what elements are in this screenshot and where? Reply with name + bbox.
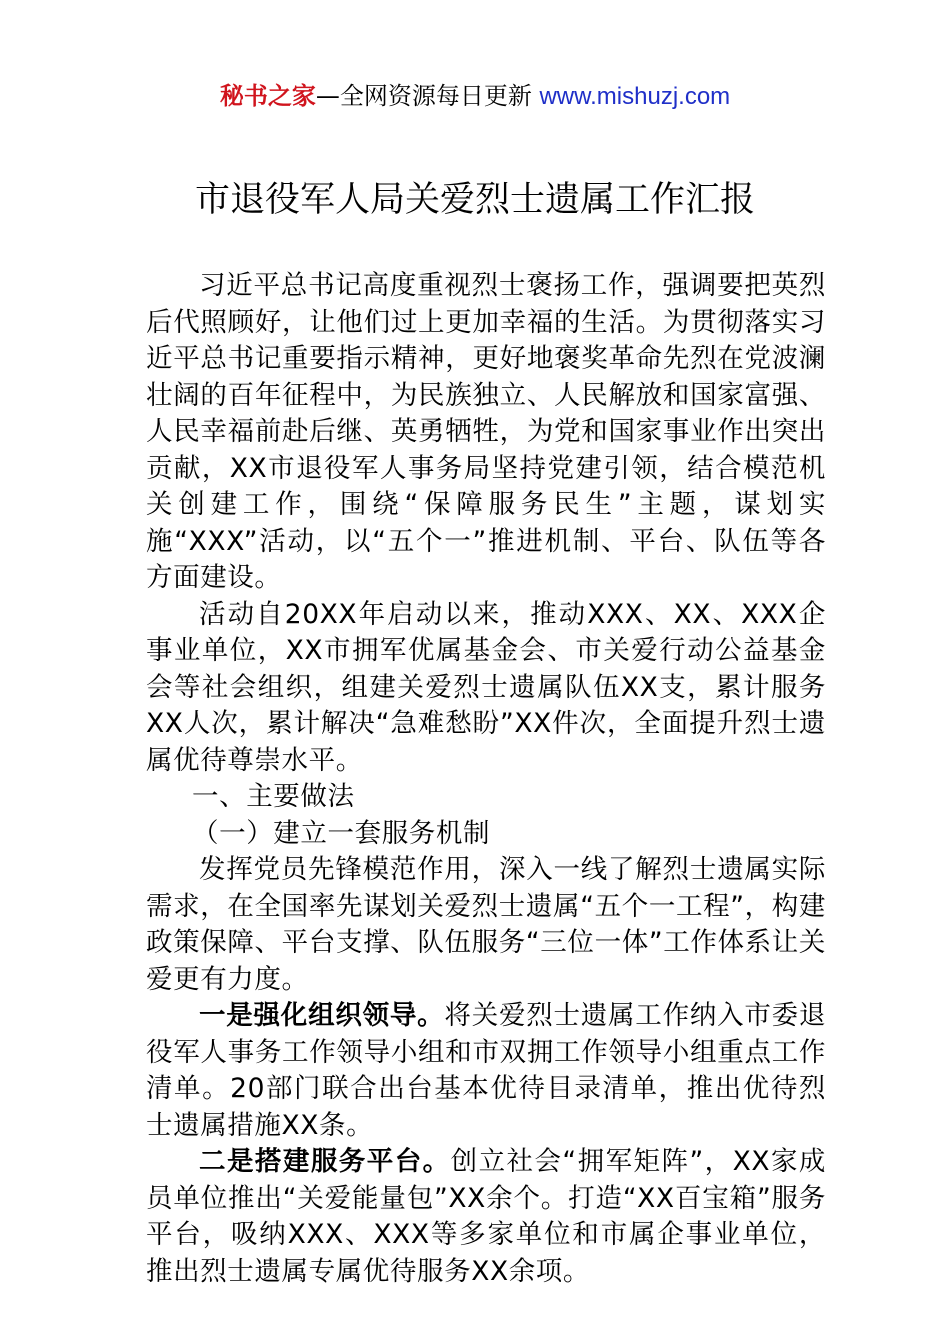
section-heading: 一、主要做法 (192, 781, 355, 812)
paragraph-mechanism: 发挥党员先锋模范作用，深入一线了解烈士遗属实际需求，在全国率先谋划关爱烈士遗属“五个一工程”，构建政策保障、平台支撑、队伍服务“三位一体”工作体系让关爱更有力度。 (146, 854, 826, 995)
brand-name: 秘书之家 (219, 82, 316, 110)
document-body (146, 268, 826, 1290)
header-slogan: —全网资源每日更新 (315, 82, 532, 110)
item-platform-lead: 二是搭建服务平台。 (199, 1146, 451, 1177)
item-platform-text: 创立社会“拥军矩阵”，XX家成员单位推出“关爱能量包”XX余个。打造“XX百宝箱”服务平台，吸纳XXX、XXX等多家单位和市属企事业单位，推出烈士遗属专属优待服务XX余项。 (146, 1146, 827, 1287)
item-platform (146, 1144, 826, 1290)
item-organization-text: 将关爱烈士遗属工作纳入市委退役军人事务工作领导小组和市双拥工作领导小组重点工作清单。20部门联合出台基本优待目录清单，推出优待烈士遗属措施XX条。 (146, 1000, 827, 1141)
paragraph-activity: 活动自20XX年启动以来，推动XXX、XX、XXX企事业单位，XX市拥军优属基金会、市关爱行动公益基金会等社会组织，组建关爱烈士遗属队伍XX支，累计服务XX人次，累计解决“急难愁盼”XX件次，全面提升烈士遗属优待尊崇水平。 (146, 598, 826, 776)
item-organization-lead: 一是强化组织领导。 (199, 1000, 445, 1031)
paragraph-intro: 习近平总书记高度重视烈士褒扬工作，强调要把英烈后代照顾好，让他们过上更加幸福的生活。为贯彻落实习近平总书记重要指示精神，更好地褒奖革命先烈在党波澜壮阔的百年征程中，为民族独立、人民解放和国家富强、人民幸福前赴后继、英勇牺牲，为党和国家事业作出突出贡献，XX市退役军人事务局坚持党建引领，结合模范机关创建工作，围绕“保障服务民生”主题，谋划实施“XXX”活动，以“五个一”推进机制、平台、队伍等各方面建设。 (146, 270, 826, 593)
site-url[interactable]: www.mishuzj.com (539, 83, 731, 110)
site-header (0, 78, 950, 115)
subsection-heading: （一）建立一套服务机制 (192, 817, 491, 849)
item-organization (146, 998, 826, 1144)
document-title: 市退役军人局关爱烈士遗属工作汇报 (194, 180, 755, 220)
